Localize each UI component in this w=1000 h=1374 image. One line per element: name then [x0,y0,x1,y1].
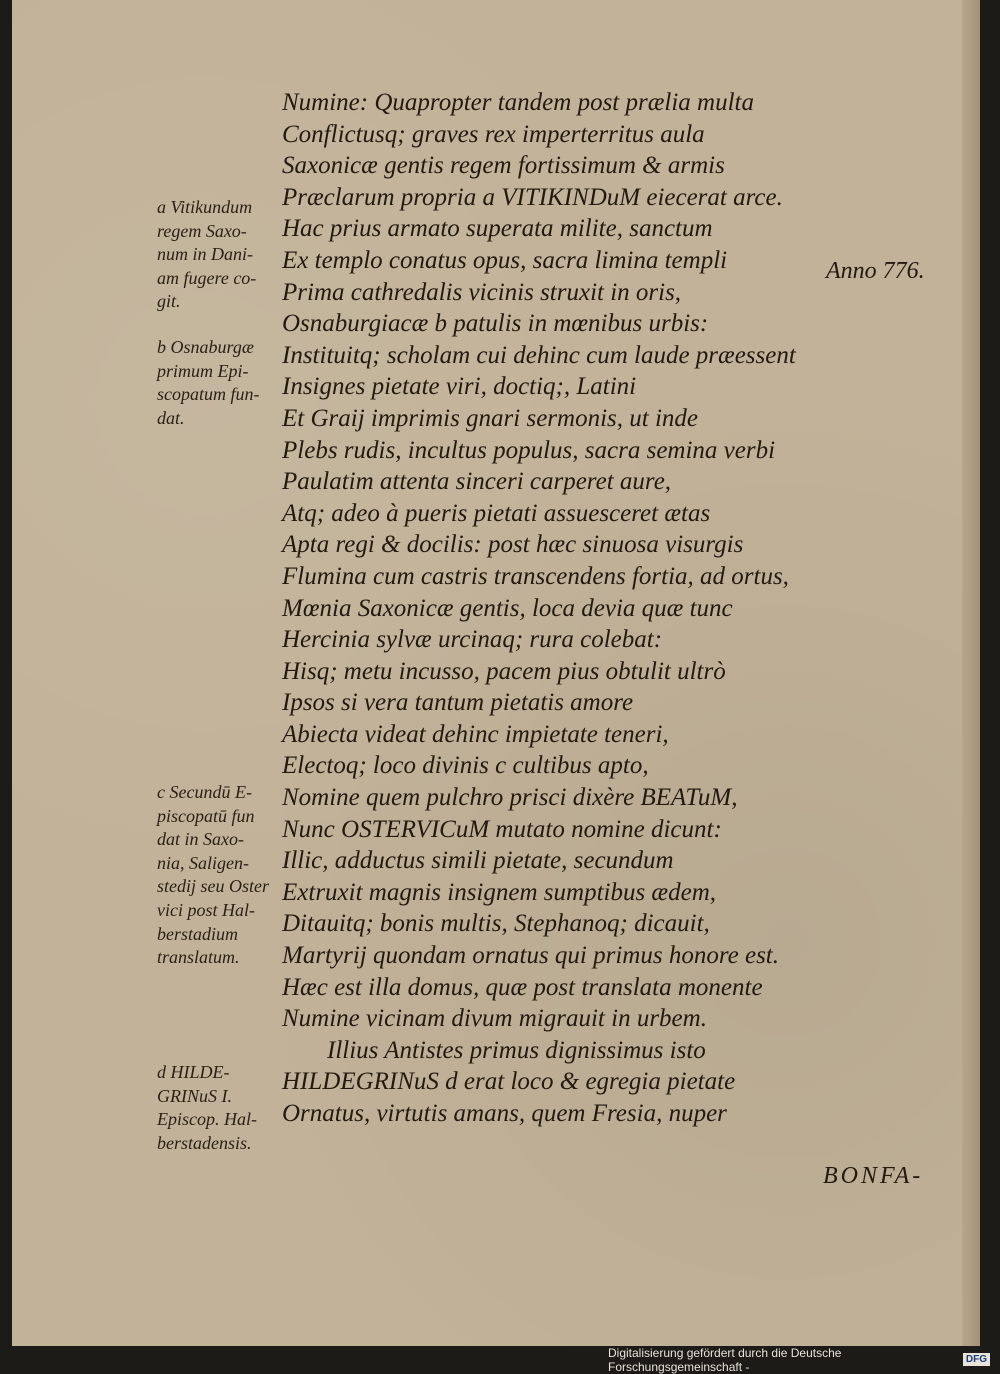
marginal-note-a [157,196,292,314]
verse-line: Martyrij quondam ornatus qui primus honore est. [282,942,779,970]
verse-line: Ditauitq; bonis multis, Stephanoq; dicauit, [282,910,710,938]
verse-line: Extruxit magnis insignem sumptibus ædem, [282,878,717,906]
marginal-note-line: translatum. [157,947,240,968]
marginal-note-line: piscopatū fun [157,805,255,826]
main-verse-text [282,87,882,1130]
verse-line: Numine vicinam divum migrauit in urbem. [282,1005,707,1033]
verse-line: Electoq; loco divinis c cultibus apto, [282,752,649,780]
marginal-note-line: b Osnaburgæ [157,337,254,357]
marginal-note-line: c Secundū E- [157,782,252,802]
verse-line: Apta regi & docilis: post hæc sinuosa visurgis [282,531,744,559]
year-marginal-note: Anno 776. [826,258,925,284]
verse-line: Et Graij imprimis gnari sermonis, ut inde [282,404,698,432]
marginal-note-line: a Vitikundum [157,197,253,217]
marginal-note-b [157,336,292,430]
verse-line: Hac prius armato superata milite, sanctum [282,215,713,243]
verse-line: Nunc OSTERVICuM mutato nomine dicunt: [282,815,722,843]
marginal-note-line: regem Saxo- [157,220,247,241]
marginal-note-line: d HILDE- [157,1062,230,1082]
verse-line: Prima cathredalis vicinis struxit in oris, [282,278,682,306]
verse-line: Illius Antistes primus dignissimus isto [327,1036,706,1064]
marginal-note-line: scopatum fun- [157,384,260,405]
verse-line: Ornatus, virtutis amans, quem Fresia, nuper [282,1100,727,1127]
marginal-note-line: dat. [157,407,185,428]
verse-line: Plebs rudis, incultus populus, sacra semina verbi [282,436,776,464]
verse-line: Ipsos si vera tantum pietatis amore [282,689,634,717]
marginal-note-line: primum Epi- [157,360,249,381]
marginal-note-line: num in Dani- [157,244,253,265]
verse-line: Illic, adductus simili pietate, secundum [282,847,674,875]
catchword: BONFA- [823,1163,924,1189]
marginal-note-line: am fugere co- [157,267,257,288]
marginal-note-line: berstadensis. [157,1132,252,1153]
verse-line: Numine: Quapropter tandem post prælia multa [282,89,754,116]
verse-line: Paulatim attenta sinceri carperet aure, [282,468,672,496]
verse-line: Abiecta videat dehinc impietate teneri, [282,720,669,748]
verse-line: Hisq; metu incusso, pacem pius obtulit ultrò [282,657,726,685]
marginal-note-line: stedij seu Oster [157,876,269,897]
marginal-note-line: Episcop. Hal- [157,1109,257,1130]
verse-line: Hercinia sylvæ urcinaq; rura colebat: [282,626,663,654]
marginal-note-line: GRINuS I. [157,1085,232,1106]
marginal-note-line: berstadium [157,923,238,944]
verse-line: Conflictusq; graves rex imperterritus aula [282,120,705,148]
verse-line: Atq; adeo à pueris pietati assuesceret ætas [282,499,711,527]
verse-line: HILDEGRINuS d erat loco & egregia pietate [282,1068,736,1096]
page-edge [962,0,980,1346]
verse-line: Ex templo conatus opus, sacra limina templi [282,246,728,274]
verse-line: Hæc est illa domus, quæ post translata monente [282,973,763,1001]
verse-line: Osnaburgiacæ b patulis in mœnibus urbis: [282,310,709,338]
digitization-footer [608,1345,990,1374]
marginal-note-line: git. [157,291,181,312]
verse-line: Insignes pietate viri, doctiq;, Latini [282,373,637,401]
marginal-note-line: vici post Hal- [157,899,255,920]
marginal-note-line: nia, Saligen- [157,852,249,873]
dfg-logo: DFG [963,1353,990,1366]
marginal-note-c [157,781,292,970]
footer-text: Digitalisierung gefördert durch die Deutsche Forschungsgemeinschaft - [608,1345,842,1374]
verse-line: Præclarum propria a VITIKINDuM eiecerat arce. [282,183,783,211]
verse-line: Instituitq; scholam cui dehinc cum laude præessent [282,341,796,369]
marginal-note-line: dat in Saxo- [157,829,244,850]
verse-line: Flumina cum castris transcendens fortia, ad ortus, [282,562,789,590]
marginal-note-d [157,1061,292,1155]
verse-line: Nomine quem pulchro prisci dixère BEATuM, [282,784,738,812]
verse-line: Mœnia Saxonicæ gentis, loca devia quæ tunc [282,594,733,622]
verse-line: Saxonicæ gentis regem fortissimum & armis [282,152,725,180]
